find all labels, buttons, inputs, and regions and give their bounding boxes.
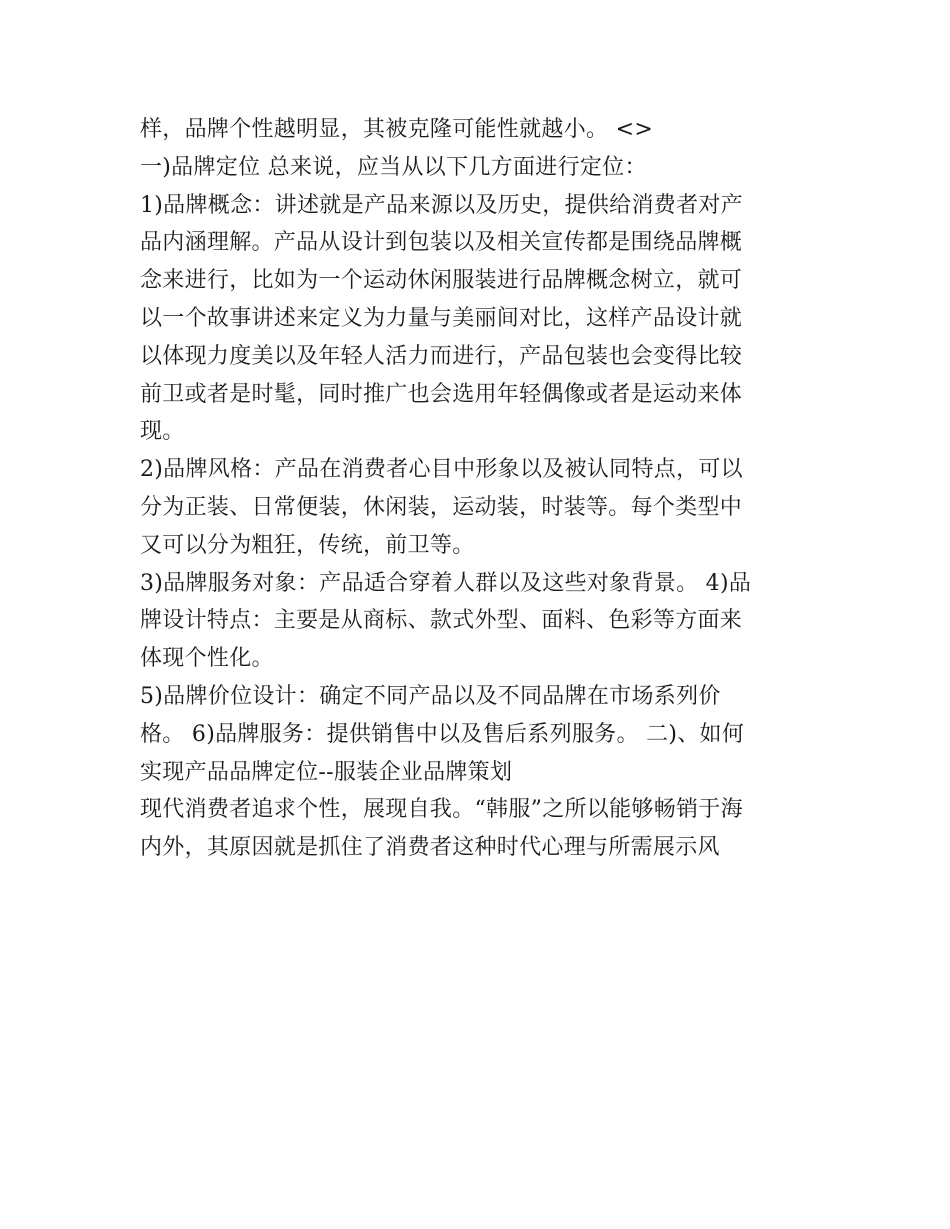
text-line: 以一个故事讲述来定义为力量与美丽间对比，这样产品设计就 xyxy=(140,305,743,331)
text-line: 分为正装、日常便装，休闲装，运动装，时装等。每个类型中 xyxy=(140,494,743,520)
text-line: 念来进行，比如为一个运动休闲服装进行品牌概念树立，就可 xyxy=(140,268,743,294)
text-line: 内外，其原因就是抓住了消费者这种时代心理与所需展示风 xyxy=(140,835,720,861)
text-line: 体现个性化。 xyxy=(140,646,274,672)
text-line: 一)品牌定位 总来说，应当从以下几方面进行定位： xyxy=(140,154,647,180)
text-line: 现代消费者追求个性，展现自我。“韩服”之所以能够畅销于海 xyxy=(140,797,743,823)
text-line: 以体现力度美以及年轻人活力而进行，产品包装也会变得比较 xyxy=(140,343,743,369)
text-line: 1)品牌概念：讲述就是产品来源以及历史，提供给消费者对产 xyxy=(140,192,743,218)
text-line: 样，品牌个性越明显，其被克隆可能性就越小。 <> xyxy=(140,117,654,142)
text-line: 品内涵理解。产品从设计到包装以及相关宣传都是围绕品牌概 xyxy=(140,230,743,256)
text-line: 3)品牌服务对象：产品适合穿着人群以及这些对象背景。 4)品 xyxy=(140,570,752,596)
text-line: 现。 xyxy=(140,419,185,445)
text-line: 格。 6)品牌服务：提供销售中以及售后系列服务。 二)、如何 xyxy=(140,721,745,747)
document-body xyxy=(140,111,820,867)
text-line: 又可以分为粗狂，传统，前卫等。 xyxy=(140,532,475,558)
text-line: 5)品牌价位设计：确定不同产品以及不同品牌在市场系列价 xyxy=(140,683,721,709)
text-line: 前卫或者是时髦，同时推广也会选用年轻偶像或者是运动来体 xyxy=(140,381,743,407)
text-line: 牌设计特点：主要是从商标、款式外型、面料、色彩等方面来 xyxy=(140,608,743,634)
text-line: 实现产品品牌定位--服装企业品牌策划 xyxy=(140,759,513,785)
text-line: 2)品牌风格：产品在消费者心目中形象以及被认同特点，可以 xyxy=(140,457,743,483)
